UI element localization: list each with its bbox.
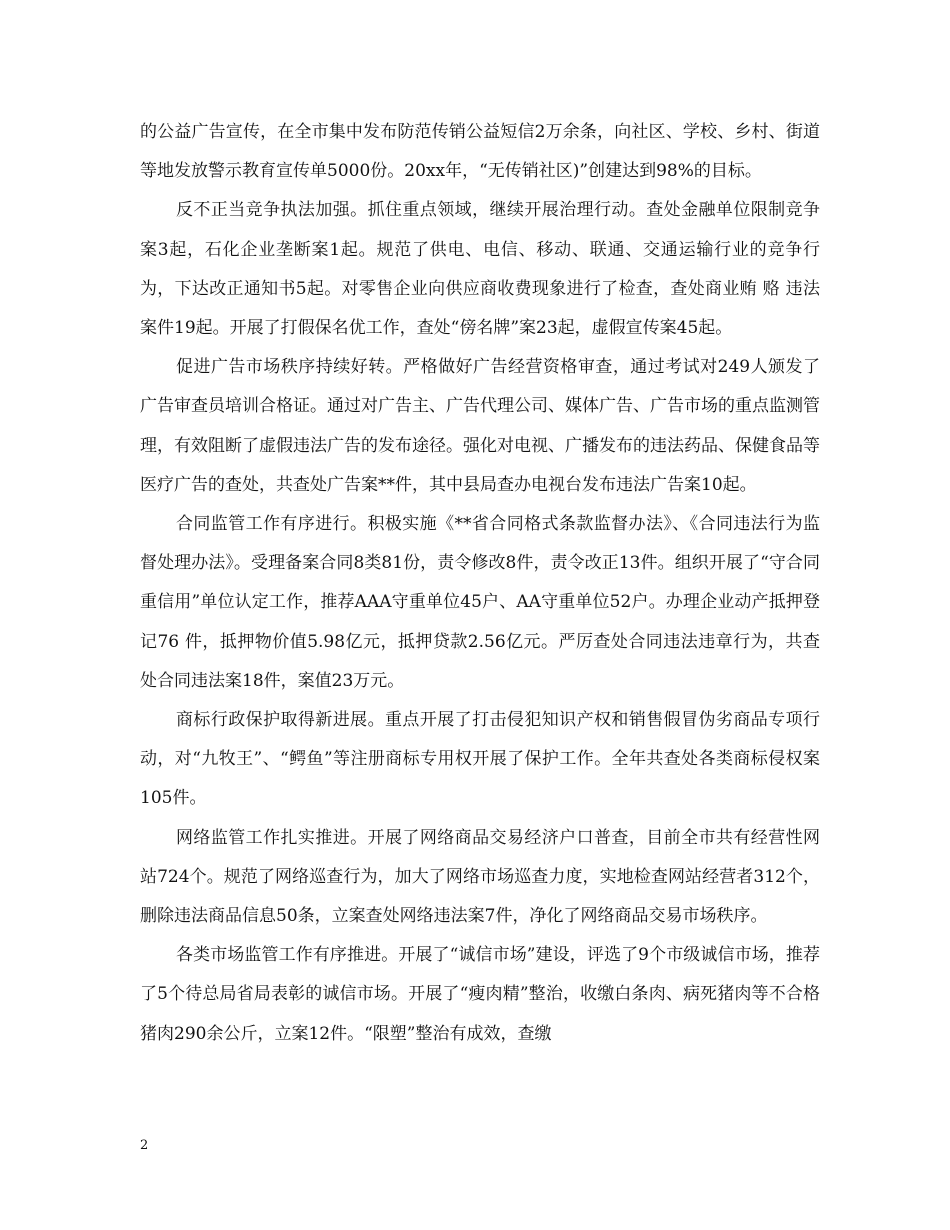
paragraph-network-supervision: 网络监管工作扎实推进。开展了网络商品交易经济户口普查，目前全市共有经营性网站724个。规范了网络巡查行为，加大了网络市场巡查力度，实地检查网站经营者312个，删除违法商品信息50条，立案查处网络违法案7件，净化了网络商品交易市场秩序。 <box>140 827 820 927</box>
paragraph-trademark-protection: 商标行政保护取得新进展。重点开展了打击侵犯知识产权和销售假冒伪劣商品专项行动，对“九牧王”、“鳄鱼”等注册商标专用权开展了保护工作。全年共查处各类商标侵权案105件。 <box>140 710 820 809</box>
paragraph-advertising-market: 促进广告市场秩序持续好转。严格做好广告经营资格审查，通过考试对249人颁发了广告审查员培训合格证。通过对广告主、广告代理公司、媒体广告、广告市场的重点监测管理，有效阻断了虚假违法广告的发布途径。强化对电视、广播发布的违法药品、保健食品等医疗广告的查处，共查处广告案**件，其中县局查办电视台发布违法广告案10起。 <box>140 357 820 495</box>
page-number: 2 <box>140 1138 149 1153</box>
paragraph-continuation: 的公益广告宣传，在全市集中发布防范传销公益短信2万余条，向社区、学校、乡村、街道等地发放警示教育宣传单5000份。20xx年，“无传销社区)”创建达到98%的目标。 <box>140 122 820 182</box>
paragraph-anti-unfair-competition: 反不正当竞争执法加强。抓住重点领域，继续开展治理行动。查处金融单位限制竞争案3起，石化企业垄断案1起。规范了供电、电信、移动、联通、交通运输行业的竞争行为，下达改正通知书5起。对零售企业向供应商收费现象进行了检查，查处商业贿 赂 违法案件19起。开展了打假保名优工作，查处“傍名牌”案23起，虚假宣传案45起。 <box>140 200 820 339</box>
body-text <box>140 113 820 1054</box>
paragraph-market-supervision: 各类市场监管工作有序推进。开展了“诚信市场”建设，评选了9个市级诚信市场，推荐了5个待总局省局表彰的诚信市场。开展了“瘦肉精”整治，收缴白条肉、病死猪肉等不合格猪肉290余公斤，立案12件。“限塑”整治有成效，查缴 <box>140 945 820 1044</box>
paragraph-contract-supervision: 合同监管工作有序进行。积极实施《**省合同格式条款监督办法》、《合同违法行为监督处理办法》。受理备案合同8类81份，责令修改8件，责令改正13件。组织开展了“守合同重信用”单位认定工作，推荐AAA守重单位45户、AA守重单位52户。办理企业动产抵押登记76 件，抵押物价值5.98亿元，抵押贷款2.56亿元。严厉查处合同违法违章行为，共查处合同违法案18件，案值23万元。 <box>140 514 820 691</box>
